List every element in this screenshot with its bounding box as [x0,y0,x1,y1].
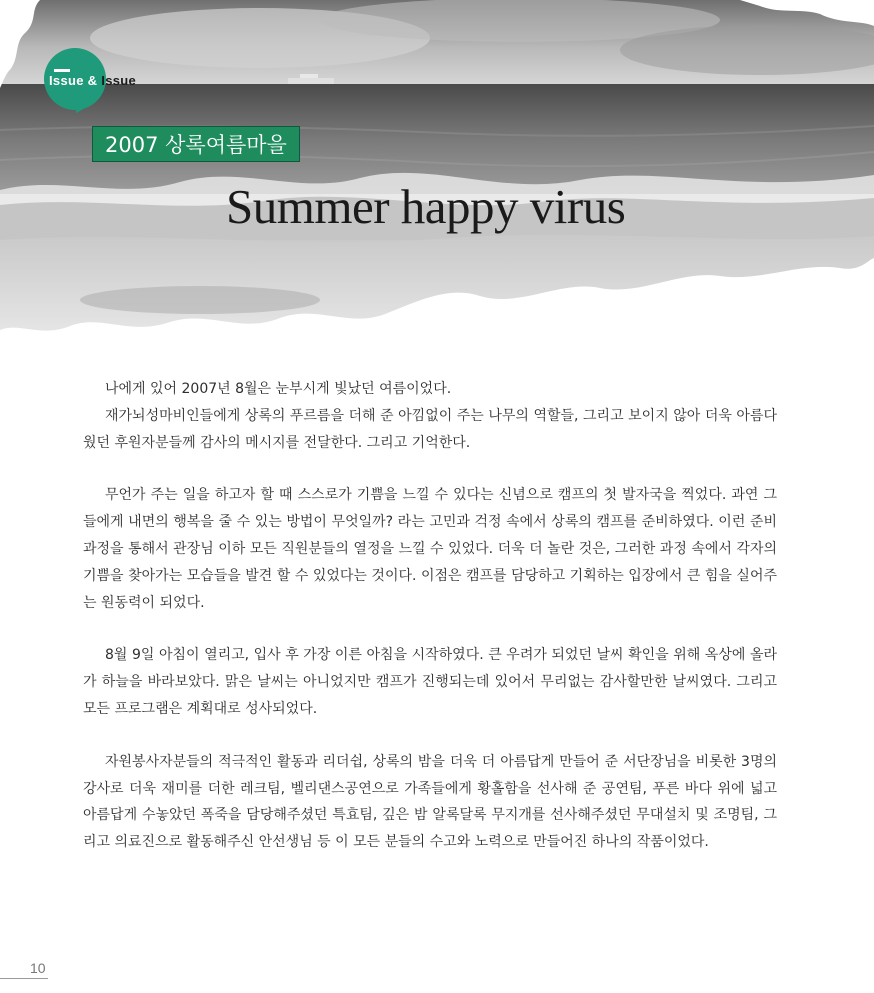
section-label [49,73,136,88]
article-subtitle-box: 2007 상록여름마을 [92,126,300,162]
paragraph-2: 재가뇌성마비인들에게 상록의 푸르름을 더해 준 아낌없이 주는 나무의 역할들, 그리고 보이지 않아 더욱 아름다웠던 후원자분들께 감사의 메시지를 전달한다. 그리고 기억한다. [83,407,777,451]
section-ampersand: & [87,73,98,88]
hero-sea-photo [0,0,874,345]
paragraph-4: 8월 9일 아침이 열리고, 입사 후 가장 이른 아침을 시작하였다. 큰 우려가 되었던 날씨 확인을 위해 옥상에 올라가 하늘을 바라보았다. 맑은 날씨는 아니었지만 캠프가 진행되는데 있어서 무리없는 감사할만한 날씨였다. 그리고 모든 프로그램은 계획대로 성사되었다. [83,647,777,717]
paragraph-5: 자원봉사자분들의 적극적인 활동과 리더쉽, 상록의 밤을 더욱 더 아름답게 만들어 준 서단장님을 비롯한 3명의 강사로 더욱 재미를 더한 레크팀, 벨리댄스공연으로 가족들에게 황홀함을 선사해 준 공연팀, 푸른 바다 위에 넓고 아름답게 수놓았던 폭죽을 담당해주셨던 특효팀, 깊은 밤 알록달록 무지개를 선사해주셨던 무대설치 및 조명팀, 그리고 의료진으로 활동해주신 안선생님 등 이 모든 분들의 수고와 노력으로 만들어진 하나의 작품이었다. [83,753,777,851]
article-headline: Summer happy virus [226,179,626,234]
section-word-right: Issue [101,73,137,88]
paragraph-1: 나에게 있어 2007년 8월은 눈부시게 빛났던 여름이었다. [105,381,452,397]
section-word-left: Issue [49,73,84,88]
paragraph-3: 무언가 주는 일을 하고자 할 때 스스로가 기쁨을 느낄 수 있다는 신념으로 캠프의 첫 발자국을 찍었다. 과연 그들에게 내면의 행복을 줄 수 있는 방법이 무엇일까? 라는 고민과 걱정 속에서 상록의 캠프를 준비하였다. 이런 준비과정을 통해서 관장님 이하 모든 직원분들의 열정을 느낄 수 있었다. 더욱 더 놀란 것은, 그러한 과정 속에서 각자의 기쁨을 찾아가는 모습들을 발견 할 수 있었다는 것이다. 이점은 캠프를 담당하고 기획하는 입장에서 큰 힘을 실어주는 원동력이 되었다. [83,487,777,611]
page-number: 10 [30,960,46,976]
section-badge-dash [54,69,70,72]
page-number-rule [0,978,48,979]
article-body [83,376,777,882]
